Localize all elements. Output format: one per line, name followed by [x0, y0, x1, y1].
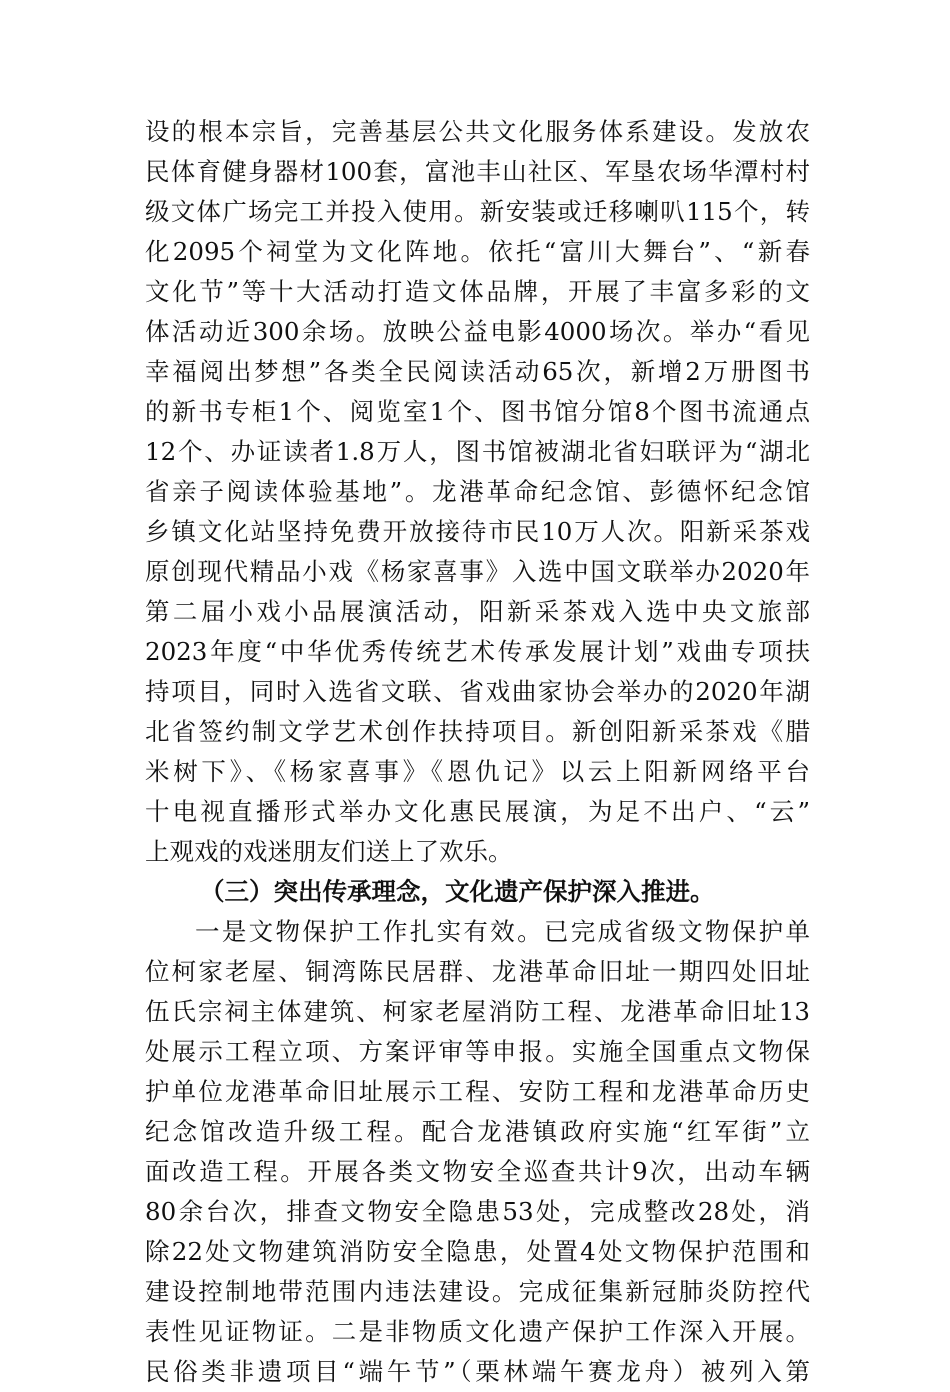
- text-line: 幸福阅出梦想”各类全民阅读活动65次，新增2万册图书: [145, 357, 810, 386]
- text-line: 持项目，同时入选省文联、省戏曲家协会举办的2020年湖: [145, 677, 810, 706]
- text-line: 纪念馆改造升级工程。配合龙港镇政府实施“红军街”立: [145, 1117, 810, 1146]
- text-line: 原创现代精品小戏《杨家喜事》入选中国文联举办2020年: [145, 557, 810, 586]
- text-line: 设的根本宗旨，完善基层公共文化服务体系建设。发放农: [145, 117, 810, 146]
- text-line: 处展示工程立项、方案评审等申报。实施全国重点文物保: [145, 1037, 810, 1066]
- text-line: 上观戏的戏迷朋友们送上了欢乐。: [145, 837, 513, 866]
- text-line: 护单位龙港革命旧址展示工程、安防工程和龙港革命历史: [145, 1077, 810, 1106]
- text-line: 民体育健身器材100套，富池丰山社区、军垦农场华潭村村: [145, 157, 810, 186]
- text-line: 建设控制地带范围内违法建设。完成征集新冠肺炎防控代: [145, 1277, 810, 1306]
- text-line: 北省签约制文学艺术创作扶持项目。新创阳新采茶戏《腊: [145, 717, 810, 746]
- document-body: [145, 112, 810, 1392]
- text-line: 乡镇文化站坚持免费开放接待市民10万人次。阳新采茶戏: [145, 517, 810, 546]
- text-line: 十电视直播形式举办文化惠民展演，为足不出户、“云”: [145, 797, 810, 826]
- text-line: 民俗类非遗项目“端午节”（栗林端午赛龙舟）被列入第: [145, 1357, 810, 1386]
- text-line: 面改造工程。开展各类文物安全巡查共计9次，出动车辆: [145, 1157, 810, 1186]
- section-heading: （三）突出传承理念，文化遗产保护深入推进。: [200, 877, 715, 906]
- text-line: 化2095个祠堂为文化阵地。依托“富川大舞台”、“新春: [145, 237, 810, 266]
- text-line: 12个、办证读者1.8万人，图书馆被湖北省妇联评为“湖北: [145, 437, 810, 466]
- text-line: 表性见证物证。二是非物质文化遗产保护工作深入开展。: [145, 1317, 810, 1346]
- text-line: 伍氏宗祠主体建筑、柯家老屋消防工程、龙港革命旧址13: [145, 997, 810, 1026]
- text-line: 第二届小戏小品展演活动，阳新采茶戏入选中央文旅部: [145, 597, 810, 626]
- text-line: 级文体广场完工并投入使用。新安装或迁移喇叭115个，转: [145, 197, 810, 226]
- text-line: 除22处文物建筑消防安全隐患，处置4处文物保护范围和: [145, 1237, 810, 1266]
- text-line: 80余台次，排查文物安全隐患53处，完成整改28处，消: [145, 1197, 810, 1226]
- text-line: 的新书专柜1个、阅览室1个、图书馆分馆8个图书流通点: [145, 397, 810, 426]
- text-line: 2023年度“中华优秀传统艺术传承发展计划”戏曲专项扶: [145, 637, 810, 666]
- text-line: 米树下》、《杨家喜事》《恩仇记》以云上阳新网络平台: [145, 757, 810, 786]
- text-line: 文化节”等十大活动打造文体品牌，开展了丰富多彩的文: [145, 277, 810, 306]
- text-line: 一是文物保护工作扎实有效。已完成省级文物保护单: [195, 917, 810, 946]
- text-line: 体活动近300余场。放映公益电影4000场次。举办“看见: [145, 317, 810, 346]
- text-line: 位柯家老屋、铜湾陈民居群、龙港革命旧址一期四处旧址: [145, 957, 810, 986]
- text-line: 省亲子阅读体验基地”。龙港革命纪念馆、彭德怀纪念馆: [145, 477, 810, 506]
